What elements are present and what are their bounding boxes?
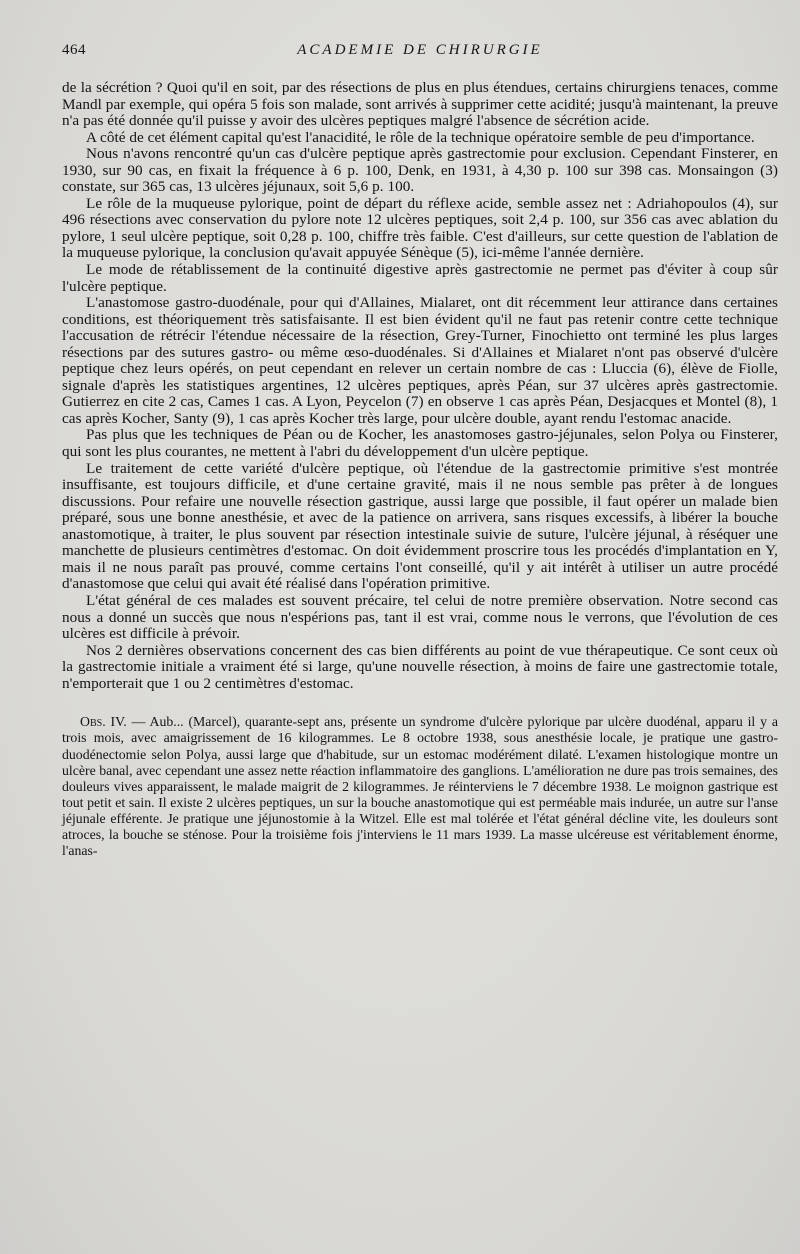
paragraph: Le traitement de cette variété d'ulcère peptique, où l'étendue de la gastrectomie primitive s'est montrée insuffisante, est toujours difficile, et d'une certaine gravité, mais il ne nous semble pas prêter à de longues discussions. Pour refaire une nouvelle résection gastrique, aussi large que possible, il faut opérer un malade bien préparé, sous une bonne anesthésie, et avec de la patience on arrivera, sans risques excessifs, à libérer la bouche anastomotique, à traiter, le plus souvent par résection intestinale suivie de suture, l'ulcère jéjunal, à réséquer une manchette de plusieurs centimètres d'estomac. On doit évidemment proscrire tous les procédés d'implantation en Y, mais il ne nous paraît pas prouvé, comme certains l'ont conseillé, qu'il y ait intérêt à utiliser un autre procédé d'anastomose que celui qui avait été réalisé dans l'opération primitive. <box>62 459 778 593</box>
paragraph: Nous n'avons rencontré qu'un cas d'ulcère peptique après gastrectomie pour exclusion. Cependant Finsterer, en 1930, sur 90 cas, en fixait la fréquence à 6 p. 100, Denk, en 1931, à 4,30 p. 100 sur 398 cas. Monsaingon (3) constate, sur 365 cas, 13 ulcères jéjunaux, soit 5,6 p. 100. <box>62 145 778 196</box>
body-text <box>62 80 778 692</box>
page-number: 464 <box>62 42 86 58</box>
paragraph: Pas plus que les techniques de Péan ou de Kocher, les anastomoses gastro-jéjunales, selon Polya ou Finsterer, qui sont les plus courantes, ne mettent à l'abri du développement d'un ulcère peptique. <box>62 426 778 461</box>
observation-block <box>62 714 778 859</box>
paragraph: A côté de cet élément capital qu'est l'anacidité, le rôle de la technique opératoire semble de peu d'importance. <box>86 128 755 146</box>
paragraph: L'anastomose gastro-duodénale, pour qui d'Allaines, Mialaret, ont dit récemment leur attirance dans certaines conditions, est théoriquement très satisfaisante. Il est bien évident qu'il ne faut pas retenir contre cette technique l'accusation de rétrécir l'étendue nécessaire de la résection, Grey-Turner, Finochietto ont terminé les plus larges résections par des sutures gastro- ou même œso-duodénales. Si d'Allaines et Mialaret n'ont pas observé d'ulcère peptique chez leurs opérés, on peut cependant en relever un certain nombre de cas : Lluccia (6), élève de Fiolle, signale d'après les statistiques argentines, 12 ulcères peptiques, après Péan, sur 37 ulcères après gastrectomie. Gutierrez en cite 2 cas, Cames 1 cas. A Lyon, Peycelon (7) en observe 1 cas après Péan, Desjacques et Montel (8), 1 cas après Kocher, Santy (9), 1 cas après Kocher très large, pour ulcère double, ayant rendu l'estomac anacide. <box>62 294 778 427</box>
paragraph: Le rôle de la muqueuse pylorique, point de départ du réflexe acide, semble assez net : Adriahopoulos (4), sur 496 résections avec conservation du pylore note 12 ulcères peptiques, soit 2,4 p. 100, sur 356 cas avec ablation du pylore, 1 seul ulcère peptique, soit 0,28 p. 100, chiffre très faible. C'est d'ailleurs, sur cette question de l'ablation de la muqueuse pylorique, la conclusion qu'avait appuyée Sénèque (5), ici-même l'année dernière. <box>62 194 778 262</box>
journal-title: ACADEMIE DE CHIRURGIE <box>297 42 543 58</box>
paragraph: L'état général de ces malades est souvent précaire, tel celui de notre première observation. Notre second cas nous a donné un succès que nous n'espérions pas, tant il est vrai, comme nous le verrons, que l'évolution de ces ulcères est difficile à prévoir. <box>62 591 778 643</box>
paragraph: Nos 2 dernières observations concernent des cas bien différents au point de vue thérapeutique. Ce sont ceux où la gastrectomie initiale a vraiment été si large, qu'une nouvelle résection, à moins de faire une gastrectomie totale, n'emporterait que 1 ou 2 centimètres d'estomac. <box>62 641 778 692</box>
running-head <box>62 42 778 72</box>
observation-label: Obs. IV. <box>80 714 127 730</box>
paragraph: Le mode de rétablissement de la continuité digestive après gastrectomie ne permet pas d'éviter à coup sûr l'ulcère peptique. <box>62 261 778 295</box>
observation-text: — Aub... (Marcel), quarante-sept ans, présente un syndrome d'ulcère pylorique par ulcère duodénal, apparu il y a trois mois, avec amaigrissement de 16 kilogrammes. Le 8 octobre 1938, sous anesthésie locale, je pratique une gastro-duodénectomie selon Polya, aussi large que d'habitude, sur un estomac modérément dilaté. L'examen histologique montre un ulcère banal, avec cependant une assez nette réaction inflammatoire des ganglions. L'amélioration ne dure pas trois semaines, des douleurs vives apparaissent, le malade maigrit de 2 kilogrammes. Je réinterviens le 7 décembre 1938. Le moignon gastrique est tout petit et sain. Il existe 2 ulcères peptiques, un sur la bouche anastomotique qui est perméable mais indurée, un autre sur l'anse jéjunale efférente. Je pratique une jéjunostomie à la Witzel. Elle est mal tolérée et l'état général décline vite, les douleurs sont atroces, la bouche se sténose. Pour la troisième fois j'interviens le 11 mars 1939. La masse ulcéreuse est véritablement énorme, l'anas- <box>62 714 778 859</box>
observation-paragraph <box>62 714 778 859</box>
paragraph: de la sécrétion ? Quoi qu'il en soit, par des résections de plus en plus étendues, certains chirurgiens tenaces, comme Mandl par exemple, qui opéra 5 fois son malade, sont arrivés à supprimer cette acidité; jusqu'à maintenant, la preuve n'a pas été donnée qu'il puisse y avoir des ulcères peptiques malgré l'absence de sécrétion acide. <box>62 79 778 130</box>
